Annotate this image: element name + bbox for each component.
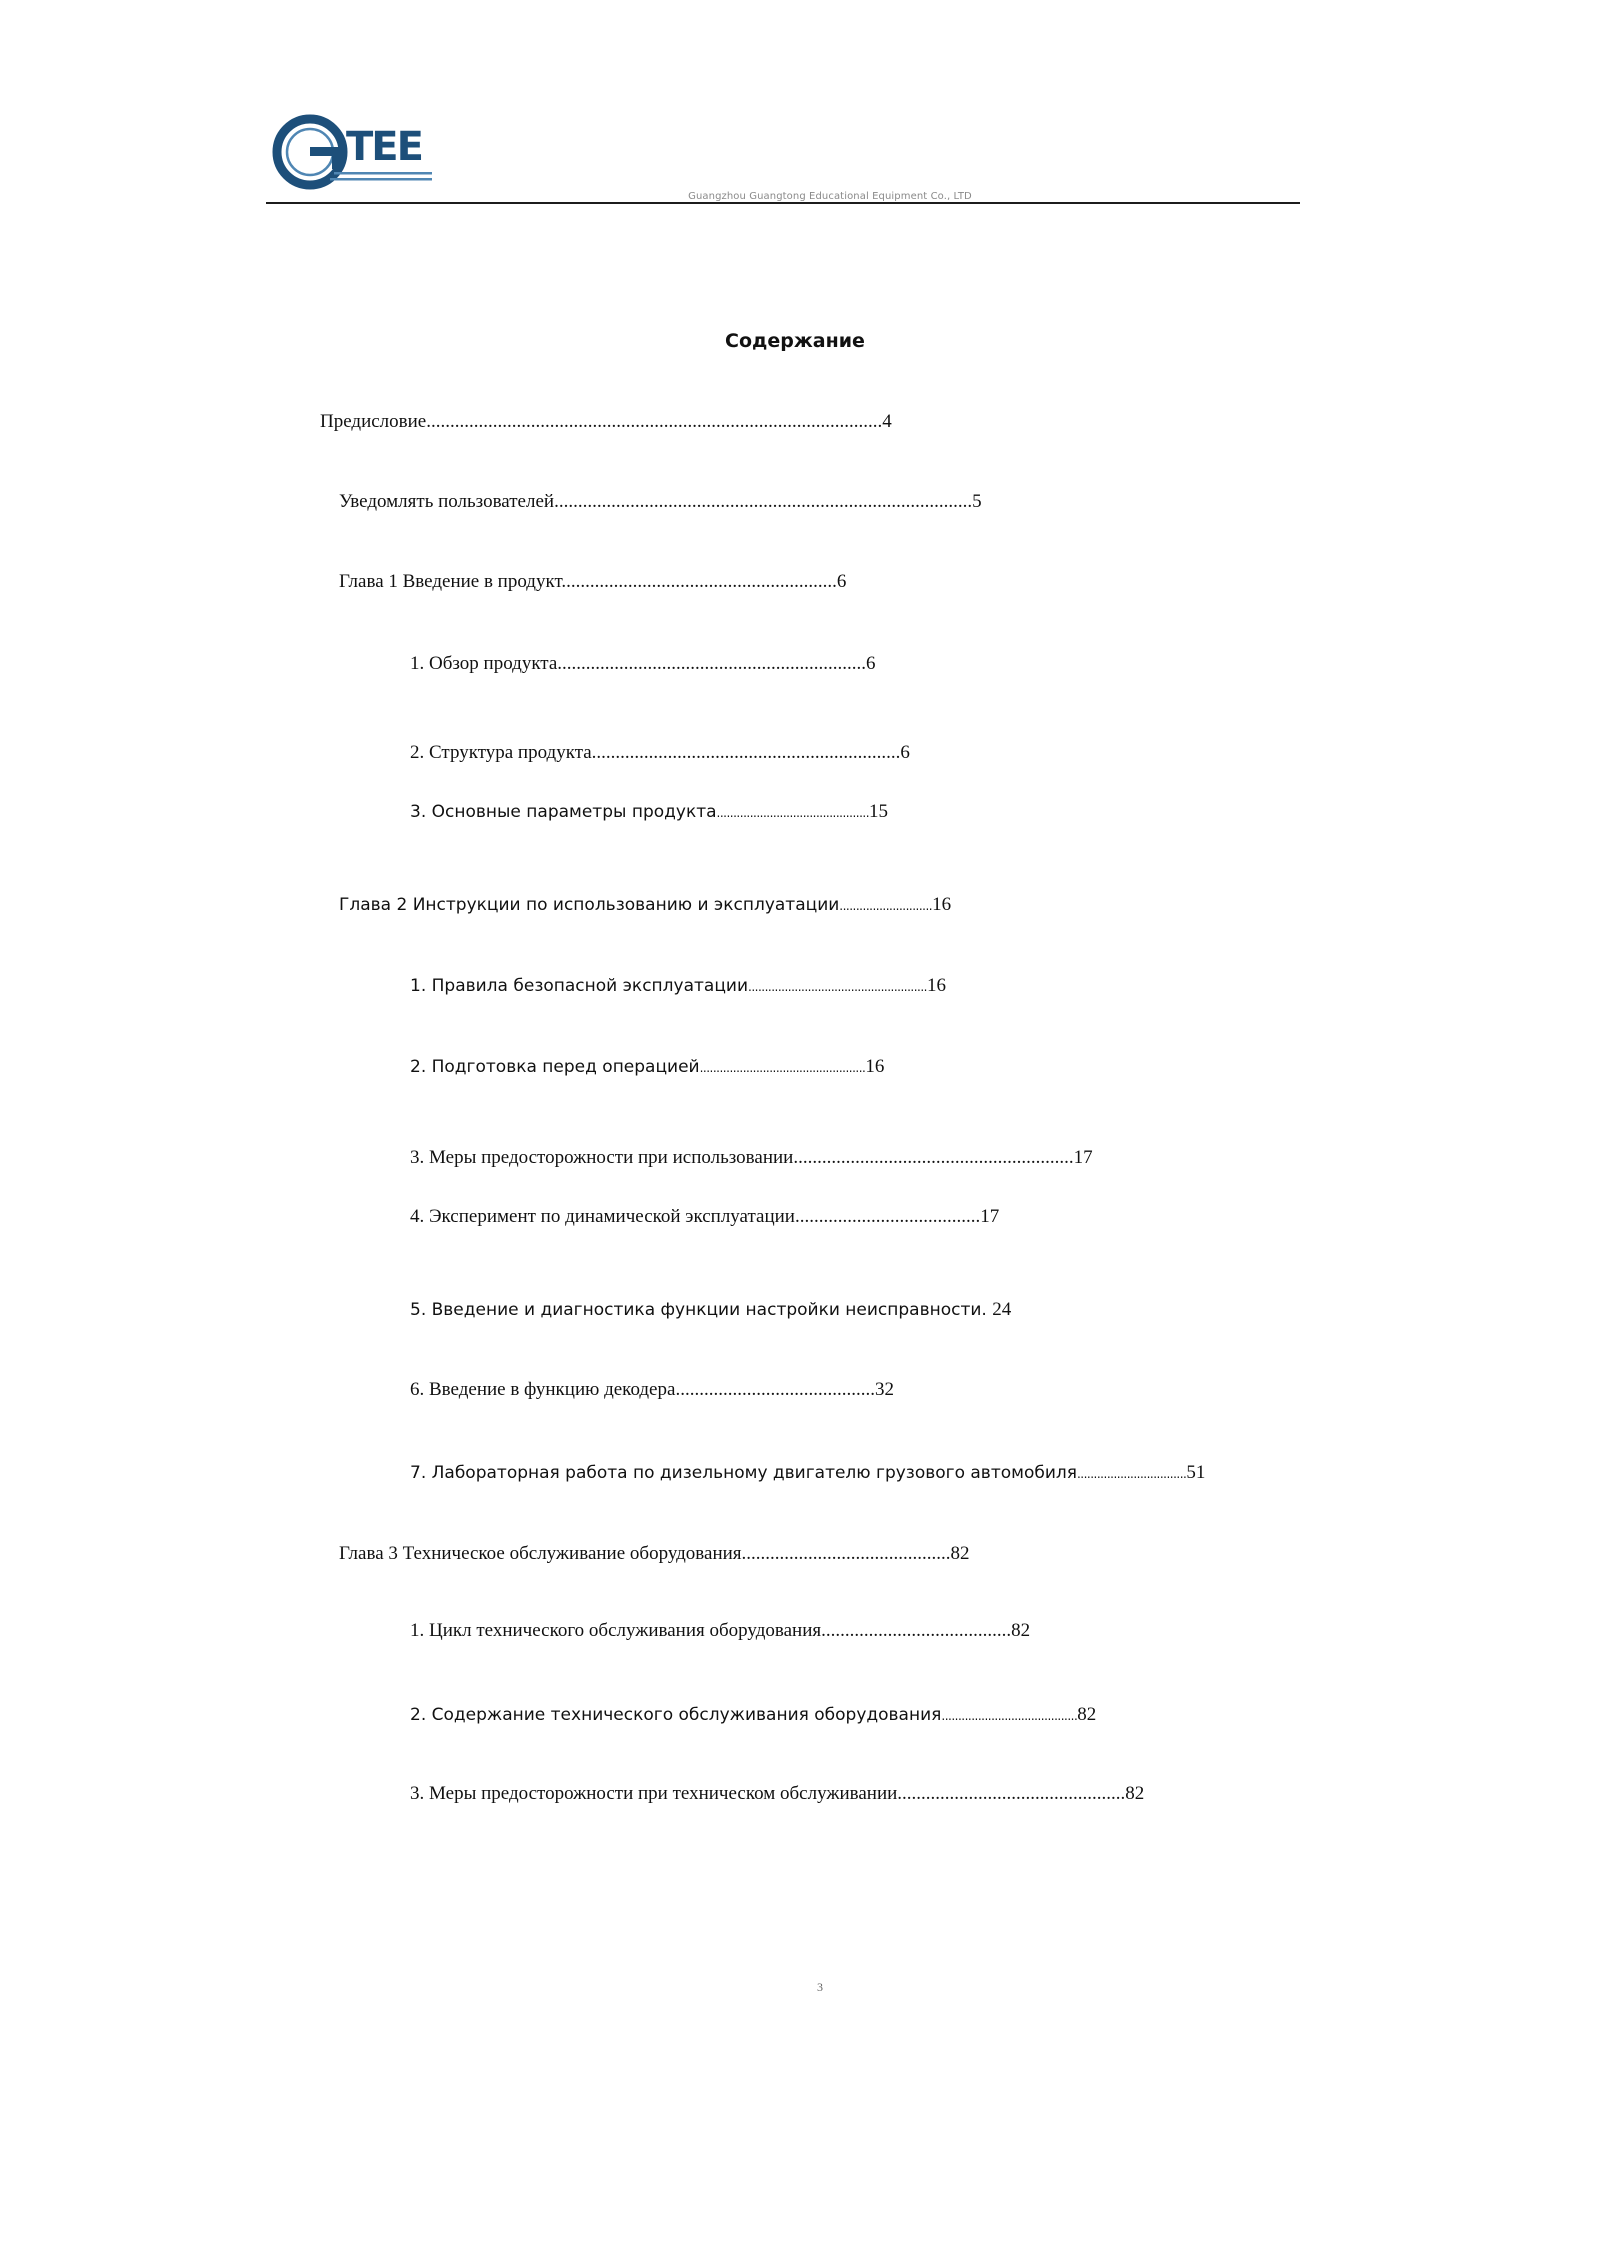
toc-entry-text: 5. Введение и диагностика функции настройки неисправности. [410, 1300, 987, 1320]
svg-text:TEE: TEE [346, 124, 422, 170]
toc-page-number: 32 [874, 1379, 894, 1400]
toc-entry-2-1[interactable] [410, 974, 946, 999]
toc-page-number: 15 [869, 801, 889, 822]
toc-entry-chapter-3[interactable] [339, 1542, 970, 1566]
toc-leader-dots: ...................................................... [748, 980, 927, 994]
toc-entry-2-2[interactable] [410, 1055, 884, 1080]
toc-title: Содержание [725, 330, 865, 352]
toc-page-number: 6 [836, 571, 847, 592]
toc-page-number: 82 [950, 1543, 970, 1564]
toc-entry-text: 3. Меры предосторожности при техническом обслуживании [410, 1783, 898, 1804]
toc-entry-text: Глава 2 Инструкции по использованию и эксплуатации [339, 895, 840, 915]
toc-page-number: 24 [992, 1299, 1012, 1320]
toc-entry-2-4[interactable] [410, 1205, 999, 1229]
toc-leader-dots: ......................................... [941, 1709, 1078, 1723]
toc-entry-text: 1. Правила безопасной эксплуатации [410, 976, 748, 996]
toc-page-number: 82 [1077, 1704, 1097, 1725]
toc-page-number: 82 [1125, 1783, 1145, 1804]
toc-page-number: 82 [1011, 1620, 1031, 1641]
toc-entry-text: 2. Содержание технического обслуживания оборудования [410, 1705, 942, 1725]
toc-entry-text: 2. Структура продукта [410, 742, 592, 763]
toc-leader-dots: .......................................................... [561, 571, 837, 592]
toc-page-number: 16 [932, 894, 952, 915]
toc-leader-dots: ................................................................. [557, 653, 867, 674]
toc-leader-dots: ............................................ [741, 1543, 951, 1564]
toc-leader-dots: ....................................... [794, 1206, 981, 1227]
toc-entry-2-5[interactable] [410, 1298, 1011, 1323]
toc-page-number: 51 [1186, 1462, 1206, 1483]
toc-page-number: 4 [882, 411, 892, 432]
toc-entry-1-3[interactable] [410, 800, 888, 825]
company-logo [270, 110, 435, 192]
toc-page-number: 6 [900, 742, 910, 763]
toc-leader-dots: ................................................ [897, 1783, 1126, 1804]
toc-leader-dots: .................................................. [699, 1061, 866, 1075]
toc-entry-text: Глава 1 Введение в продукт [339, 571, 562, 592]
toc-entry-notice[interactable] [339, 490, 982, 514]
toc-page-number: 17 [1073, 1147, 1093, 1168]
toc-leader-dots: ................................. [1076, 1467, 1187, 1481]
header-divider [266, 202, 1300, 204]
toc-entry-text: 7. Лабораторная работа по дизельному двигателю грузового автомобиля [410, 1463, 1077, 1483]
toc-entry-1-1[interactable] [410, 652, 876, 676]
toc-entry-preface[interactable] [320, 410, 892, 434]
toc-entry-3-1[interactable] [410, 1619, 1030, 1643]
toc-entry-text: 6. Введение в функцию декодера [410, 1379, 676, 1400]
toc-page-number: 16 [865, 1056, 885, 1077]
toc-entry-3-2[interactable] [410, 1703, 1096, 1728]
toc-leader-dots: ........................................................... [793, 1147, 1074, 1168]
company-name: Guangzhou Guangtong Educational Equipment Co., LTD [688, 191, 972, 202]
toc-entry-text: Уведомлять пользователей [339, 491, 555, 512]
toc-entry-2-7[interactable] [410, 1461, 1205, 1486]
toc-entry-text: Глава 3 Техническое обслуживание оборудования [339, 1543, 742, 1564]
toc-leader-dots: ................................................................. [591, 742, 901, 763]
toc-leader-dots: ............................ [839, 899, 933, 913]
toc-entry-text: 3. Основные параметры продукта [410, 802, 717, 822]
toc-entry-2-3[interactable] [410, 1146, 1093, 1170]
toc-entry-text: 4. Эксперимент по динамической эксплуатации [410, 1206, 795, 1227]
toc-entry-2-6[interactable] [410, 1378, 894, 1402]
toc-leader-dots: ........................................................................................ [554, 491, 973, 512]
toc-page-number: 16 [926, 975, 946, 996]
toc-leader-dots: ........................................ [821, 1620, 1012, 1641]
toc-entry-text: 1. Обзор продукта [410, 653, 558, 674]
page-number: 3 [817, 1980, 823, 1994]
toc-entry-chapter-1[interactable] [339, 570, 846, 594]
toc-page-number: 5 [972, 491, 982, 512]
toc-entry-text: Предисловие [320, 411, 427, 432]
toc-page-number: 17 [980, 1206, 1000, 1227]
toc-page-number: 6 [866, 653, 876, 674]
toc-leader-dots: .......................................... [675, 1379, 875, 1400]
toc-entry-text: 2. Подготовка перед операцией [410, 1057, 700, 1077]
toc-entry-chapter-2[interactable] [339, 893, 951, 918]
toc-leader-dots: ................................................................................................ [426, 411, 883, 432]
toc-leader-dots: .............................................. [716, 806, 870, 820]
toc-entry-3-3[interactable] [410, 1782, 1144, 1806]
toc-entry-text: 3. Меры предосторожности при использовании [410, 1147, 794, 1168]
toc-entry-1-2[interactable] [410, 741, 910, 765]
toc-entry-text: 1. Цикл технического обслуживания оборудования [410, 1620, 822, 1641]
